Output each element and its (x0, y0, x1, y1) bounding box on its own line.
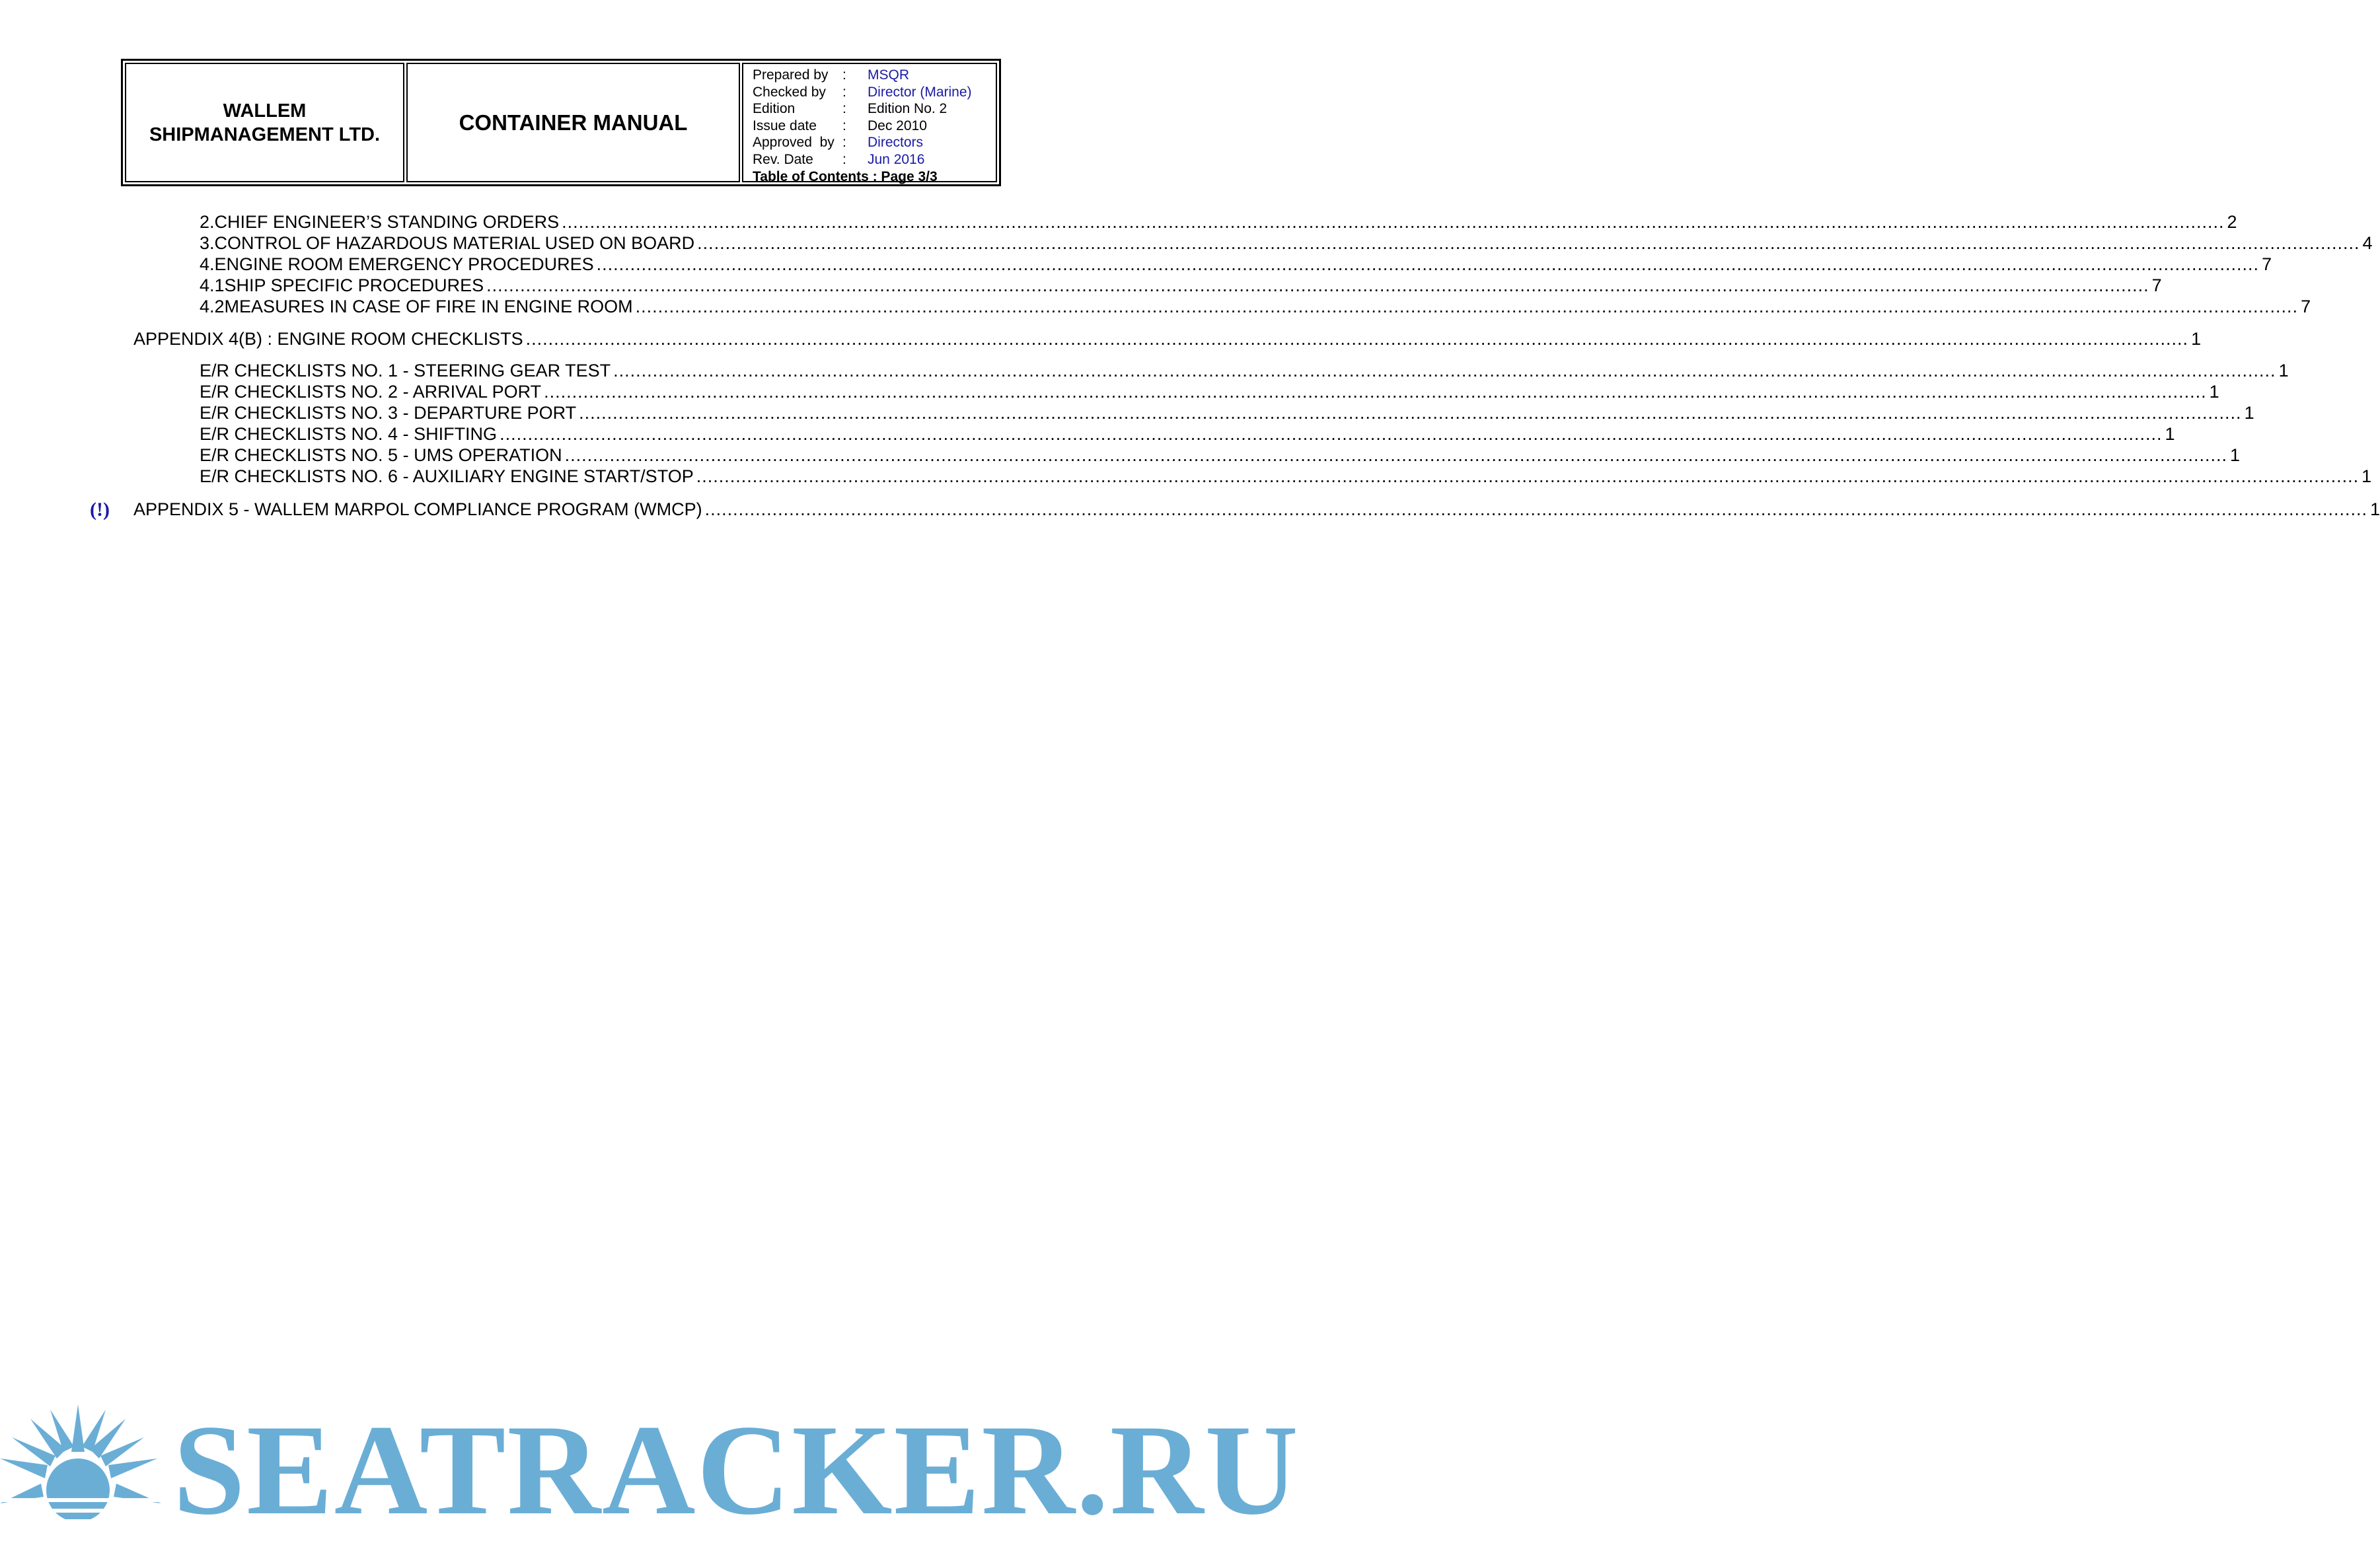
toc-title: E/R CHECKLISTS NO. 5 - UMS OPERATION (200, 445, 562, 465)
meta-value: MSQR (868, 67, 909, 83)
toc-number: 4.1 (200, 275, 225, 295)
toc-leader (696, 466, 2359, 487)
meta-label: Issue date (753, 118, 817, 133)
toc-entry[interactable] (200, 254, 2272, 275)
toc-leader (636, 297, 2298, 317)
toc-appendix-entry[interactable] (133, 329, 2202, 350)
toc-leader (579, 403, 2241, 423)
toc-page: 1 (2191, 329, 2202, 349)
toc-leader (486, 275, 2149, 296)
meta-value: Edition No. 2 (868, 101, 948, 117)
toc-page: 1 (2278, 361, 2289, 380)
meta-value: Directors (868, 135, 924, 151)
meta-row-rev-date (753, 151, 996, 168)
toc-number: 4. (200, 254, 215, 274)
watermark-text: SEATRACKER.RU (173, 1398, 1300, 1542)
meta-label: Checked by (753, 84, 826, 100)
toc-page: 1 (2370, 499, 2380, 519)
toc-page: 4 (2362, 233, 2373, 253)
toc-leader (613, 361, 2276, 381)
toc-number: 3. (200, 233, 215, 253)
toc-appendix-entry[interactable] (133, 499, 2380, 521)
toc-entry[interactable] (200, 212, 2237, 233)
toc-page: 7 (2151, 275, 2162, 295)
toc-leader (500, 424, 2162, 445)
toc-number: 4.2 (200, 297, 225, 316)
toc-leader (705, 499, 2367, 520)
toc-page: 1 (2361, 466, 2372, 486)
toc-leader (697, 233, 2360, 254)
meta-sep: : (842, 67, 846, 83)
toc-entry[interactable] (200, 382, 2219, 403)
toc-title: E/R CHECKLISTS NO. 6 - AUXILIARY ENGINE START/STOP (200, 466, 694, 486)
meta-sep: : (842, 151, 846, 167)
toc-page: 1 (2244, 403, 2254, 423)
toc-title: ENGINE ROOM EMERGENCY PROCEDURES (214, 254, 594, 274)
toc-title: APPENDIX 5 - WALLEM MARPOL COMPLIANCE PROGRAM (WMCP) (133, 499, 702, 519)
toc-entry[interactable] (200, 403, 2254, 424)
revision-mark: (!) (90, 499, 110, 521)
toc-title: APPENDIX 4(B) : ENGINE ROOM CHECKLISTS (133, 329, 523, 349)
toc-leader (526, 329, 2188, 349)
toc-page: 1 (2209, 382, 2219, 402)
meta-row-edition (753, 100, 996, 118)
toc-entry[interactable] (200, 361, 2289, 382)
sun-icon (0, 1386, 165, 1545)
toc-leader (562, 212, 2224, 233)
meta-label: Rev. Date (753, 151, 813, 167)
meta-sep: : (842, 84, 846, 100)
meta-row-approved (753, 134, 996, 151)
toc-entry[interactable] (200, 297, 2311, 318)
toc-page: 1 (2230, 445, 2241, 465)
toc-title: MEASURES IN CASE OF FIRE IN ENGINE ROOM (224, 297, 633, 316)
toc-page: 7 (2262, 254, 2272, 274)
toc-title: E/R CHECKLISTS NO. 3 - DEPARTURE PORT (200, 403, 577, 423)
manual-title: CONTAINER MANUAL (406, 63, 740, 182)
document-header (121, 59, 1001, 186)
toc-page: 1 (2165, 424, 2175, 444)
company-name-line1: WALLEM (223, 100, 307, 122)
toc-entry[interactable] (200, 445, 2241, 466)
toc-entry[interactable] (200, 233, 2373, 254)
toc-number: 2. (200, 212, 215, 232)
meta-row-issue-date (753, 118, 996, 135)
toc-title: E/R CHECKLISTS NO. 4 - SHIFTING (200, 424, 498, 444)
meta-label: Edition (753, 101, 796, 117)
toc-title: E/R CHECKLISTS NO. 2 - ARRIVAL PORT (200, 382, 542, 402)
toc-title: CHIEF ENGINEER’S STANDING ORDERS (214, 212, 560, 232)
meta-value: Dec 2010 (868, 118, 927, 133)
meta-label: Approved by (753, 135, 835, 151)
toc-title: E/R CHECKLISTS NO. 1 - STEERING GEAR TEST (200, 361, 611, 380)
meta-sep: : (842, 101, 846, 117)
page-label: Table of Contents : Page 3/3 (753, 168, 938, 184)
meta-row-prepared (753, 67, 996, 84)
toc-title: CONTROL OF HAZARDOUS MATERIAL USED ON BOARD (214, 233, 695, 253)
toc-title: SHIP SPECIFIC PROCEDURES (224, 275, 484, 295)
meta-row-checked (753, 84, 996, 101)
toc-entry[interactable] (200, 466, 2372, 487)
document-control-info (742, 63, 997, 182)
toc-leader (544, 382, 2206, 402)
toc-leader (565, 445, 2227, 466)
meta-sep: : (842, 135, 846, 151)
company-name-line2: SHIPMANAGEMENT LTD. (149, 124, 381, 145)
meta-label: Prepared by (753, 67, 829, 83)
toc-page: 7 (2301, 297, 2311, 316)
meta-value: Jun 2016 (868, 151, 925, 167)
company-name (125, 63, 404, 182)
meta-value: Director (Marine) (868, 84, 972, 100)
toc-page: 2 (2227, 212, 2237, 232)
meta-sep: : (842, 118, 846, 133)
toc-leader (597, 254, 2259, 275)
toc-entry[interactable] (200, 275, 2162, 297)
toc-entry[interactable] (200, 424, 2175, 445)
